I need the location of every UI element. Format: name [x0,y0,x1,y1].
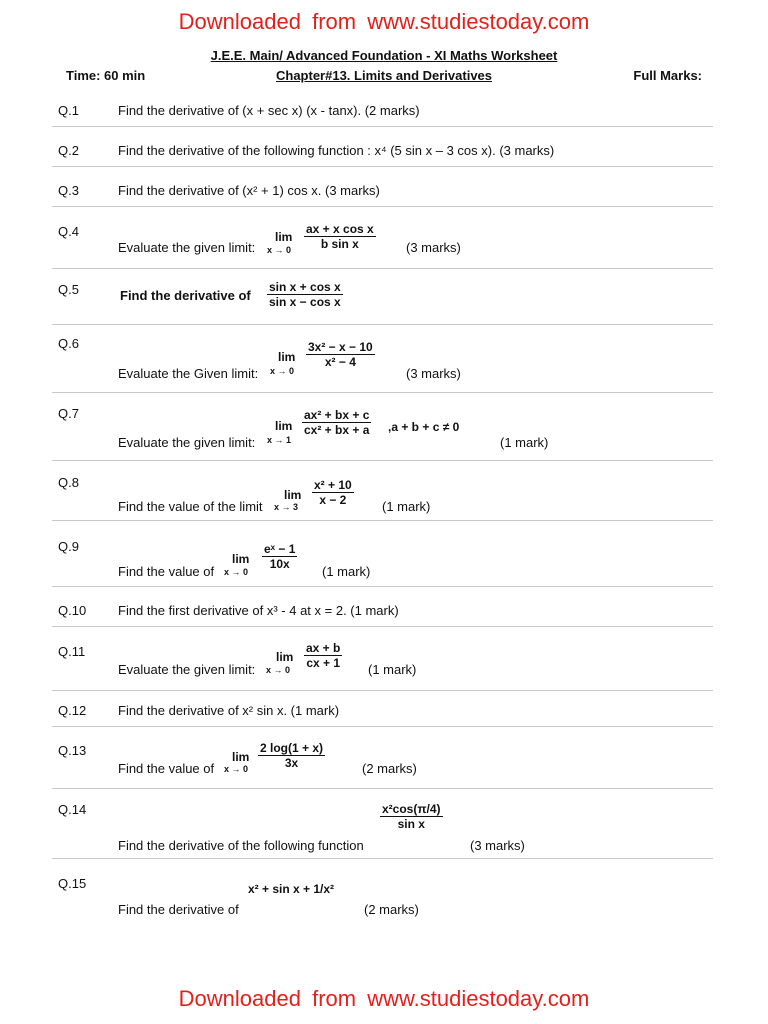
marks-label: (1 mark) [322,564,371,579]
fraction [262,542,297,571]
denominator: x² − 4 [324,355,356,369]
header-banner[interactable]: Downloaded from www.studiestoday.com [178,9,590,34]
expression: x² + sin x + 1/x² [248,882,335,896]
limit-operator: lim [232,750,250,764]
question-row [52,468,713,521]
question-number: Q.13 [58,743,87,758]
question-text: Find the first derivative of x³ - 4 at x = 2. (1 mark) [118,603,399,618]
fraction [312,478,354,507]
fraction [267,280,343,309]
worksheet-title: J.E.E. Main/ Advanced Foundation - XI Maths Worksheet [210,48,558,63]
question-number: Q.5 [58,282,79,297]
question-number: Q.10 [58,603,87,618]
denominator: 3x [284,756,299,770]
question-number: Q.3 [58,183,79,198]
question-number: Q.15 [58,876,87,891]
question-row [52,866,713,924]
question-row [52,798,713,859]
question-number: Q.4 [58,224,79,239]
question-row [52,332,713,393]
limit-condition: ,a + b + c ≠ 0 [388,420,460,434]
question-row [52,136,713,167]
numerator: ax + b [306,641,341,655]
question-text: Evaluate the given limit: [118,662,256,677]
question-text: Find the derivative of the following function [118,838,364,853]
footer-banner[interactable]: Downloaded from www.studiestoday.com [178,986,590,1011]
limit-subscript: x → 0 [266,665,291,675]
question-row [52,276,713,325]
question-text: Evaluate the given limit: [118,240,256,255]
question-text: Evaluate the Given limit: [118,366,259,381]
limit-subscript: x → 0 [224,764,249,774]
question-number: Q.8 [58,475,79,490]
question-text: Find the derivative of [120,288,251,303]
question-row [52,216,713,269]
marks-label: (1 mark) [382,499,431,514]
question-text: Find the derivative of x² sin x. (1 mark) [118,703,340,718]
limit-operator: lim [284,488,302,502]
question-number: Q.11 [58,644,86,659]
question-text: Find the derivative of [118,902,239,917]
question-text: Find the derivative of (x² + 1) cos x. (3 marks) [118,183,380,198]
limit-subscript: x → 0 [224,567,249,577]
numerator: x² + 10 [314,478,352,492]
fraction [304,641,342,670]
denominator: sin x − cos x [269,295,341,309]
denominator: cx² + bx + a [304,423,370,437]
time-label: Time: 60 min [66,68,146,83]
fraction [304,222,376,251]
marks-label: (1 mark) [500,435,549,450]
limit-subscript: x → 1 [267,435,292,445]
full-marks-label: Full Marks: [633,68,702,83]
question-text: Find the derivative of (x + sec x) (x - tanx). (2 marks) [118,103,420,118]
question-number: Q.9 [58,539,79,554]
denominator: 10x [269,557,290,571]
question-number: Q.7 [58,406,79,421]
question-text: Find the derivative of the following function : x⁴ (5 sin x – 3 cos x). (3 marks) [118,143,555,158]
marks-label: (3 marks) [470,838,525,853]
question-number: Q.14 [58,802,87,817]
marks-label: (1 mark) [368,662,417,677]
limit-operator: lim [232,552,250,566]
fraction [306,340,375,369]
question-row [52,636,713,691]
question-row [52,530,713,587]
limit-subscript: x → 0 [270,366,295,376]
question-row [52,96,713,127]
question-number: Q.12 [58,703,87,718]
question-row [52,596,713,627]
question-number: Q.6 [58,336,79,351]
fraction [258,741,325,770]
numerator: eˣ − 1 [264,542,296,556]
limit-operator: lim [275,230,293,244]
marks-label: (2 marks) [364,902,419,917]
denominator: sin x [397,817,425,831]
question-text: Find the value of [118,761,215,776]
marks-label: (2 marks) [362,761,417,776]
question-row [52,400,713,461]
limit-operator: lim [275,419,293,433]
question-text: Find the value of the limit [118,499,263,514]
question-row [52,176,713,207]
denominator: x − 2 [319,493,347,507]
question-text: Evaluate the given limit: [118,435,256,450]
numerator: ax + x cos x [306,222,374,236]
question-number: Q.1 [58,103,79,118]
question-text: Find the value of [118,564,215,579]
chapter-title: Chapter#13. Limits and Derivatives [275,68,493,83]
limit-subscript: x → 3 [274,502,299,512]
question-row [52,736,713,789]
numerator: ax² + bx + c [304,408,370,422]
numerator: 2 log(1 + x) [260,741,324,755]
marks-label: (3 marks) [406,240,461,255]
fraction [380,802,443,831]
question-number: Q.2 [58,143,79,158]
fraction [302,408,371,437]
marks-label: (3 marks) [406,366,461,381]
numerator: 3x² − x − 10 [308,340,373,354]
denominator: cx + 1 [306,656,341,670]
numerator: sin x + cos x [269,280,341,294]
limit-subscript: x → 0 [267,245,292,255]
numerator: x²cos(π/4) [382,802,441,816]
limit-operator: lim [278,350,296,364]
denominator: b sin x [320,237,359,251]
question-row [52,696,713,727]
limit-operator: lim [276,650,294,664]
